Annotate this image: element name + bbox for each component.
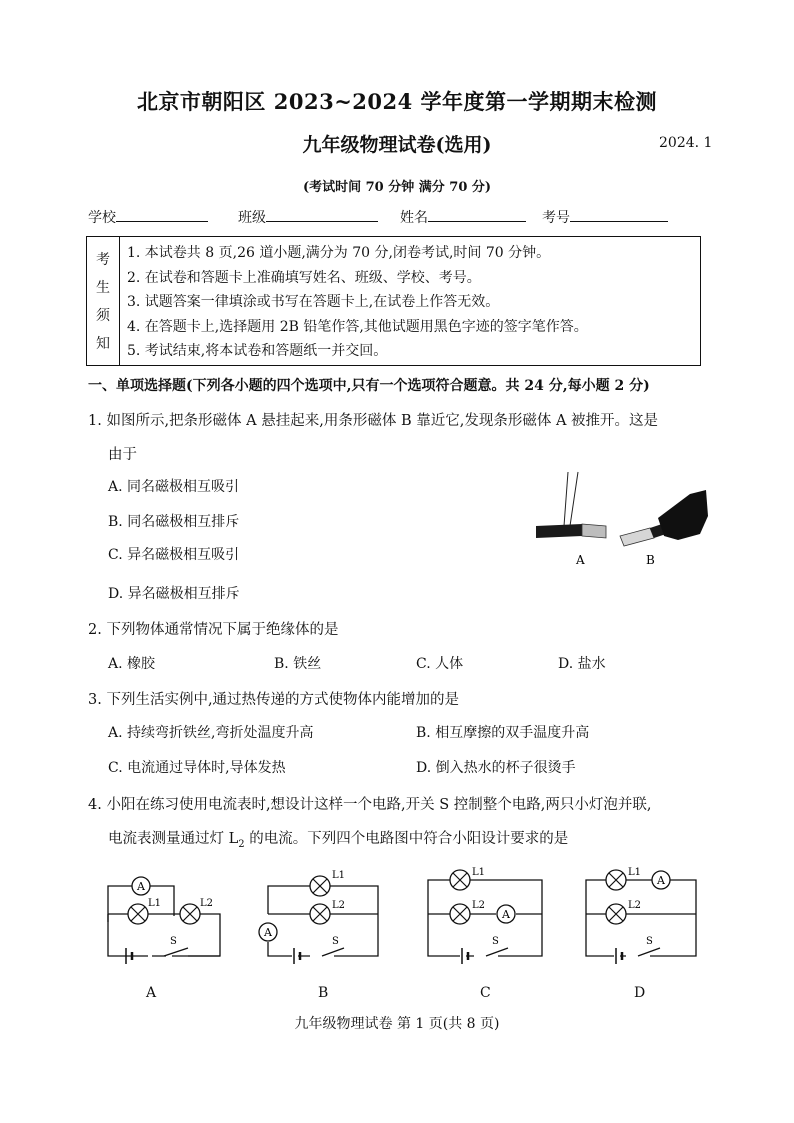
q3-option-b[interactable]: B. 相互摩擦的双手温度升高: [416, 725, 590, 741]
notice-side-char: 考: [96, 252, 110, 268]
section-heading: 一、单项选择题(下列各小题的四个选项中,只有一个选项符合题意。共 24 分,每小题 2 分): [88, 378, 650, 394]
q1-option-a[interactable]: A. 同名磁极相互吸引: [108, 479, 240, 495]
switch-label: S: [492, 936, 499, 947]
circuit-diagram-b: [258, 866, 388, 966]
svg-text:A: A: [137, 880, 145, 893]
lamp-l2-label: L2: [200, 898, 214, 909]
q1-stem: 1. 如图所示,把条形磁体 A 悬挂起来,用条形磁体 B 靠近它,发现条形磁体 A 被推开。这是: [88, 413, 659, 429]
q2-stem: 2. 下列物体通常情况下属于绝缘体的是: [88, 622, 339, 638]
ammeter-symbol: [497, 905, 515, 923]
svg-text:A: A: [264, 926, 272, 939]
q2-option-a[interactable]: A. 橡胶: [108, 656, 156, 672]
q3-option-c[interactable]: C. 电流通过导体时,导体发热: [108, 760, 286, 776]
switch-label: S: [170, 936, 177, 947]
battery-symbol: [462, 948, 468, 964]
q4-stem-text-end: 的电流。下列四个电路图中符合小阳设计要求的是: [244, 831, 569, 847]
lamp-l1-symbol: [128, 904, 148, 924]
svg-text:A: A: [657, 874, 665, 887]
q1-option-c[interactable]: C. 异名磁极相互吸引: [108, 547, 240, 563]
q4-stem: 4. 小阳在练习使用电流表时,想设计这样一个电路,开关 S 控制整个电路,两只小灯泡并联,: [88, 797, 652, 813]
field-school[interactable]: [88, 207, 208, 227]
notice-item: 2. 在试卷和答题卡上准确填写姓名、班级、学校、考号。: [127, 269, 481, 286]
lamp-l2-symbol: [450, 904, 470, 924]
notice-side-char: 生: [96, 280, 110, 296]
field-blank: [428, 207, 526, 222]
exam-subtitle: 九年级物理试卷(选用): [302, 134, 492, 156]
q4-stem-cont: [108, 827, 568, 850]
lamp-l2-label: L2: [472, 900, 486, 911]
notice-side-label: [87, 237, 120, 365]
notice-item: 4. 在答题卡上,选择题用 2B 铅笔作答,其他试题用黑色字迹的签字笔作答。: [127, 318, 588, 335]
field-label: 考号: [542, 210, 570, 226]
exam-date: 2024. 1: [659, 135, 713, 151]
exam-title: 北京市朝阳区 2023~2024 学年度第一学期期末检测: [136, 89, 658, 114]
magnet-b-label: B: [646, 553, 655, 567]
battery-symbol: [294, 948, 300, 964]
circuit-diagram-a: [104, 866, 226, 966]
lamp-l1-label: L1: [148, 898, 162, 909]
suspension-string: [570, 472, 578, 526]
magnet-b: [620, 524, 666, 546]
suspension-string: [564, 472, 568, 526]
lamp-l2-label: L2: [332, 900, 346, 911]
field-name[interactable]: [400, 207, 526, 227]
field-label: 学校: [88, 210, 116, 226]
field-exam-number[interactable]: [542, 207, 668, 227]
lamp-l1-symbol: [606, 870, 626, 890]
magnet-a: [536, 524, 606, 538]
lamp-l1-label: L1: [628, 867, 642, 878]
circuit-caption-a[interactable]: A: [146, 985, 157, 1001]
q1-option-b[interactable]: B. 同名磁极相互排斥: [108, 514, 240, 530]
lamp-l1-label: L1: [332, 870, 346, 881]
field-blank: [570, 207, 668, 222]
gloved-hand: [658, 490, 708, 540]
lamp-l2-symbol: [310, 904, 330, 924]
q1-stem-cont: 由于: [108, 447, 137, 463]
circuit-diagram-c: [422, 866, 552, 966]
q3-option-d[interactable]: D. 倒入热水的杯子很烫手: [416, 760, 576, 776]
q1-option-d[interactable]: D. 异名磁极相互排斥: [108, 586, 240, 602]
magnet-a-label: A: [576, 553, 585, 567]
ammeter-symbol: [259, 923, 277, 941]
switch-label: S: [332, 936, 339, 947]
notice-item: 5. 考试结束,将本试卷和答题纸一并交回。: [127, 343, 388, 359]
svg-text:A: A: [502, 908, 510, 921]
lamp-l1-label: L1: [472, 867, 486, 878]
lamp-l2-symbol: [606, 904, 626, 924]
q2-option-c[interactable]: C. 人体: [416, 656, 464, 672]
page-footer: 九年级物理试卷 第 1 页(共 8 页): [294, 1016, 500, 1032]
notice-box: [86, 236, 701, 366]
lamp-l2-label: L2: [628, 900, 642, 911]
circuit-caption-c[interactable]: C: [480, 985, 491, 1001]
field-blank: [266, 207, 378, 222]
switch-label: S: [646, 936, 653, 947]
lamp-l1-symbol: [310, 876, 330, 896]
ammeter-symbol: [652, 871, 670, 889]
field-blank: [116, 207, 208, 222]
battery-symbol: [616, 948, 622, 964]
field-class[interactable]: [238, 207, 378, 227]
magnet-figure: [530, 470, 710, 570]
q2-option-b[interactable]: B. 铁丝: [274, 656, 322, 672]
notice-item: 3. 试题答案一律填涂或书写在答题卡上,在试卷上作答无效。: [127, 294, 500, 310]
notice-side-char: 知: [96, 336, 110, 352]
lamp-l2-symbol: [180, 904, 200, 924]
q3-stem: 3. 下列生活实例中,通过热传递的方式使物体内能增加的是: [88, 692, 460, 708]
circuit-caption-b[interactable]: B: [318, 985, 329, 1001]
time-info: (考试时间 70 分钟 满分 70 分): [302, 180, 492, 195]
q4-stem-subscript: 2: [238, 838, 245, 850]
ammeter-symbol: [132, 877, 150, 895]
q4-stem-text: 电流表测量通过灯 L: [108, 831, 239, 847]
circuit-caption-d[interactable]: D: [634, 985, 646, 1001]
lamp-l1-symbol: [450, 870, 470, 890]
notice-items: [127, 241, 588, 364]
notice-item: 1. 本试卷共 8 页,26 道小题,满分为 70 分,闭卷考试,时间 70 分钟。: [127, 245, 551, 261]
q3-option-a[interactable]: A. 持续弯折铁丝,弯折处温度升高: [108, 725, 314, 741]
field-label: 班级: [238, 210, 266, 226]
circuit-diagram-d: [580, 866, 706, 966]
notice-side-char: 须: [96, 308, 110, 324]
q2-option-d[interactable]: D. 盐水: [558, 656, 606, 672]
field-label: 姓名: [400, 210, 428, 226]
